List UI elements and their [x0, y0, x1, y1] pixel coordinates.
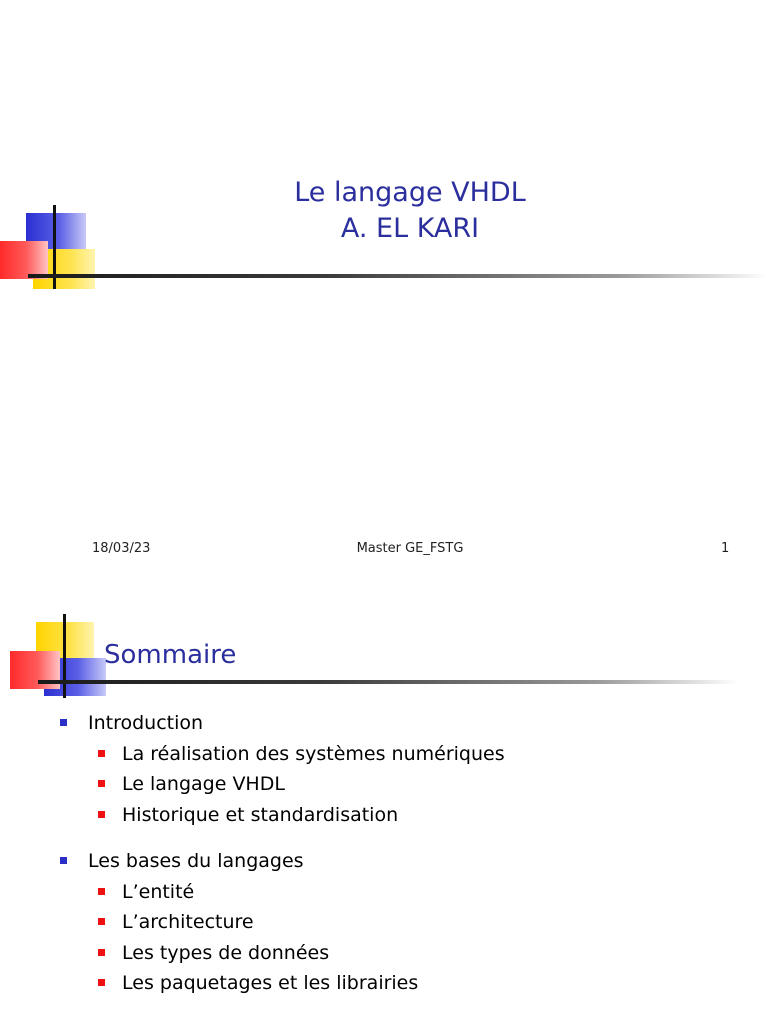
section-label: Les bases du langages — [88, 850, 304, 872]
bullet-square-icon — [60, 719, 67, 726]
footer-center-text: Master GE_FSTG — [356, 541, 464, 556]
outline-section — [60, 708, 768, 739]
outline-item — [60, 739, 768, 770]
item-label: L’entité — [122, 880, 195, 903]
item-label: Les paquetages et les librairies — [122, 972, 419, 994]
bullet-square-icon — [98, 750, 105, 757]
slide-title — [0, 175, 768, 247]
title-line-2: A. EL KARI — [340, 213, 480, 244]
bullet-square-icon — [98, 979, 105, 986]
item-label: L’architecture — [122, 911, 254, 933]
decoration-vertical-line — [63, 614, 66, 698]
outline-section — [60, 846, 768, 877]
sommaire-slide — [0, 580, 768, 1024]
bullet-square-icon — [98, 888, 105, 895]
outline-item — [60, 769, 768, 800]
bullet-square-icon — [60, 857, 67, 864]
bullet-square-icon — [98, 780, 105, 787]
page-title: Sommaire — [104, 640, 237, 670]
footer-page-number: 1 — [721, 541, 730, 556]
outline-item — [60, 968, 768, 999]
title-rule — [28, 274, 768, 278]
item-label: Les types de données — [122, 941, 330, 964]
outline-item — [60, 877, 768, 908]
bullet-square-icon — [98, 918, 105, 925]
title-line-1: Le langage VHDL — [294, 177, 526, 208]
item-label: Le langage VHDL — [122, 773, 285, 795]
outline-list — [60, 708, 768, 999]
title-rule — [38, 680, 738, 684]
outline-item — [60, 907, 768, 938]
footer-date: 18/03/23 — [92, 541, 151, 556]
outline-item — [60, 938, 768, 969]
item-label: Historique et standardisation — [122, 803, 399, 826]
section-label: Introduction — [88, 712, 204, 734]
section-spacer — [60, 830, 768, 846]
outline-item — [60, 800, 768, 831]
bullet-square-icon — [98, 949, 105, 956]
bullet-square-icon — [98, 811, 105, 818]
item-label: La réalisation des systèmes numériques — [122, 742, 505, 765]
